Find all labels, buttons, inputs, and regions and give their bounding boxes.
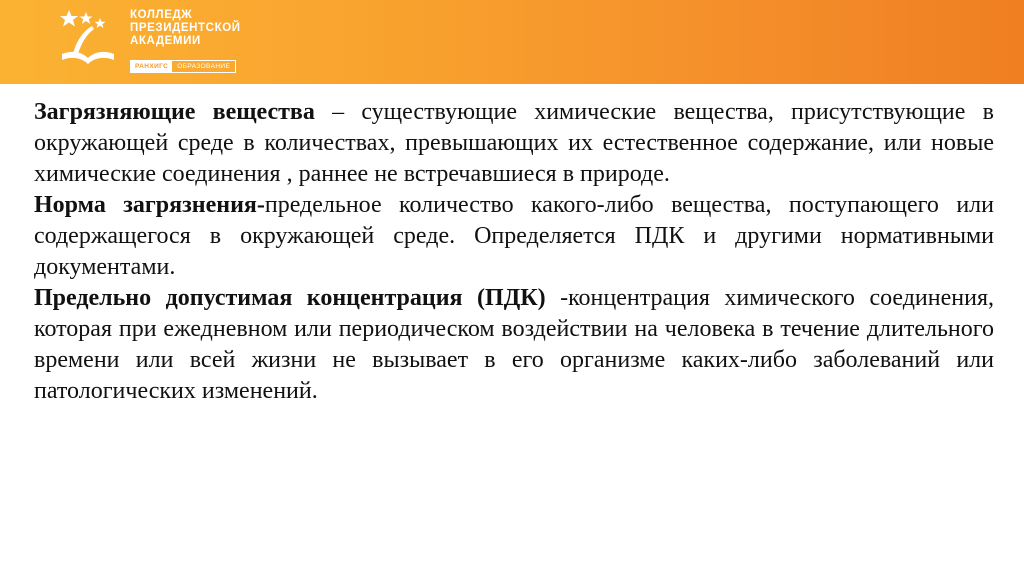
definition-text: -концентрация химического соединения, которая при ежедневном или периодическом воздействии на человека в течение длительного времени или всей жизни не вызывает в его организме каких-либо заболеваний или патологических изменений.	[34, 285, 994, 404]
definition-text: – существующие химические вещества, присутствующие в окружающей среде в количествах, превышающих их естественное содержание, или новые химические соединения , раннее не встречавшиеся в природе.	[34, 99, 994, 187]
logo-tag-ranepa: РАНХИГС	[131, 61, 172, 72]
definition-term: Загрязняющие вещества	[34, 99, 315, 125]
logo-tag-education: ОБРАЗОВАНИЕ	[177, 63, 231, 70]
definition-term: Предельно допустимая концентрация (ПДК)	[34, 285, 546, 311]
logo-tagline	[130, 60, 236, 73]
slide-body	[34, 97, 994, 407]
definition-term: Норма загрязнения-	[34, 192, 265, 218]
logo-line-1: КОЛЛЕДЖ	[130, 9, 193, 21]
logo-line-3: АКАДЕМИИ	[130, 35, 201, 47]
definition-mpc	[34, 283, 994, 407]
stars-book-emblem-icon	[56, 8, 120, 72]
header-banner	[0, 0, 1024, 84]
college-logo[interactable]	[56, 8, 266, 78]
logo-line-2: ПРЕЗИДЕНТСКОЙ	[130, 22, 241, 34]
definition-pollutants	[34, 97, 994, 190]
definition-text: предельное количество какого-либо вещества, поступающего или содержащегося в окружающей среде. Определяется ПДК и другими нормативными документами.	[34, 192, 994, 280]
logo-title	[130, 9, 280, 48]
definition-pollution-norm	[34, 190, 994, 283]
